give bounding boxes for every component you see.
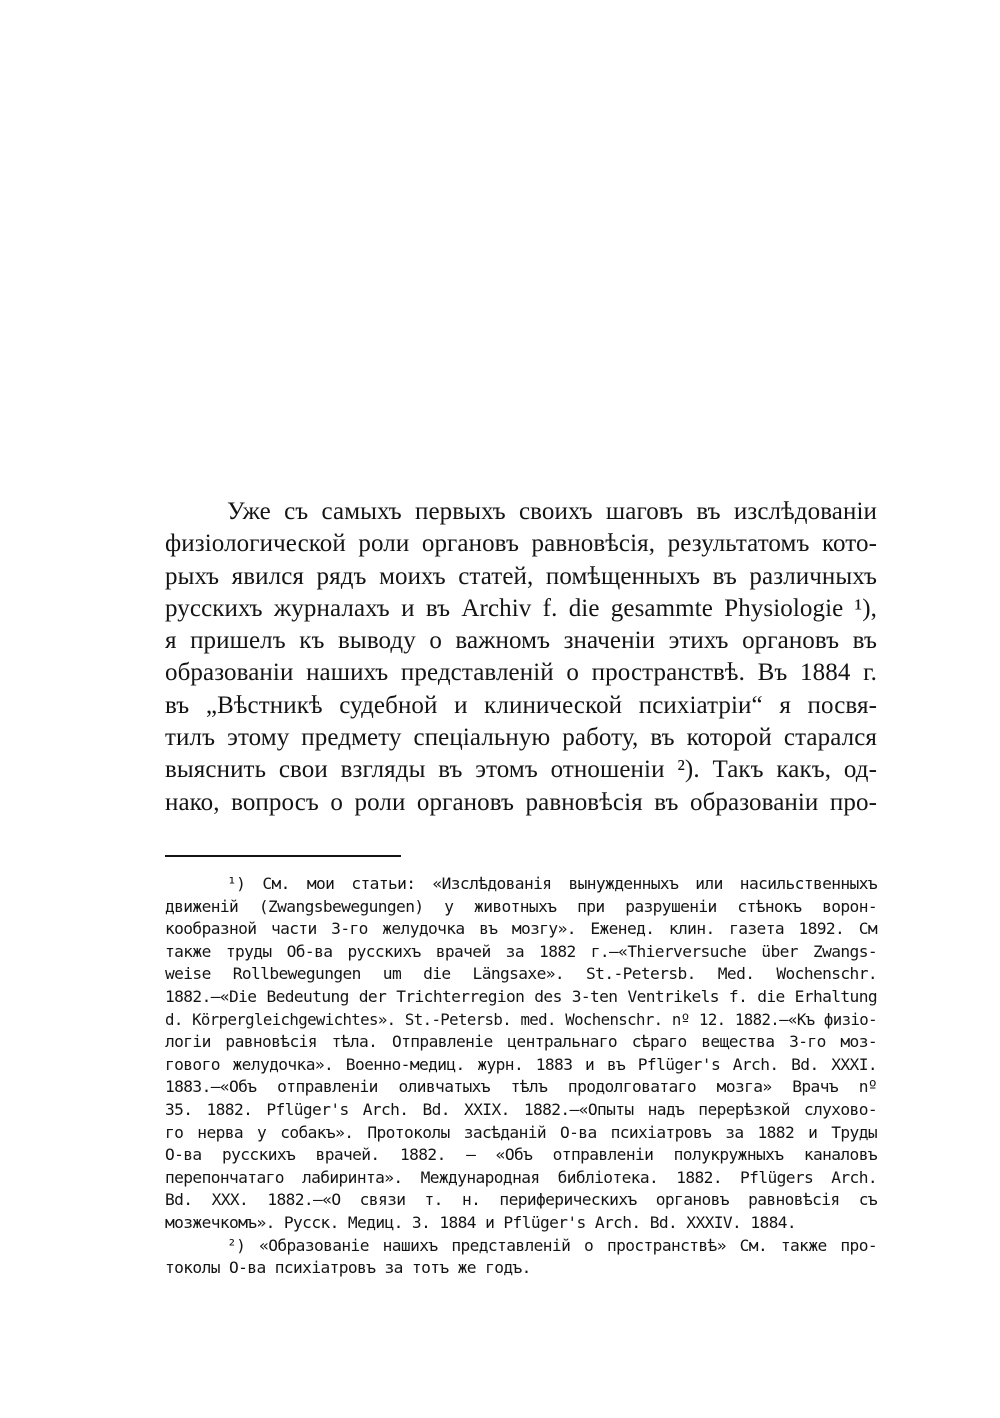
- paragraph-line: выяснить свои взгляды въ этомъ отношеніи ²). Такъ какъ, од-: [165, 756, 877, 784]
- footnote-1-line: d. Körpergleichgewichtes». St.-Petersb. med. Wochenschr. nº 12. 1882.—«Къ физіо-: [165, 1009, 877, 1029]
- footnote-1-line: кообразной части 3-го желудочка въ мозгу». Еженед. клин. газета 1892. См: [165, 919, 877, 939]
- footnote-1-line: О-ва русскихъ врачей. 1882. — «Объ отправленіи полукружныхъ каналовъ: [165, 1145, 877, 1165]
- footnote-2-line: ²) «Образованіе нашихъ представленій о пространствѣ» См. также про-: [227, 1235, 877, 1255]
- footnote-1-line: перепончатаго лабиринта». Международная библіотека. 1882. Pflügers Arch.: [165, 1167, 877, 1187]
- footnote-separator: [165, 855, 401, 857]
- paragraph-line: Уже съ самыхъ первыхъ своихъ шаговъ въ изслѣдованіи: [227, 498, 877, 525]
- footnote-1-line: weise Rollbewegungen um die Längsaxe». St.-Petersb. Med. Wochenschr.: [165, 964, 877, 984]
- footnote-1-line: 35. 1882. Pflüger's Arch. Bd. XXIX. 1882.—«Опыты надъ перерѣзкой слухово-: [165, 1099, 877, 1119]
- paragraph-line: физіологической роли органовъ равновѣсія, результатомъ кото-: [165, 530, 877, 558]
- footnote-1-line: ¹) См. мои статьи: «Изслѣдованія вынужденныхъ или насильственныхъ: [227, 874, 877, 893]
- footnotes: [165, 873, 877, 1280]
- footnote-1-line: логіи равновѣсія тѣла. Отправленіе центральнаго сѣраго вещества 3-го моз-: [165, 1032, 877, 1052]
- footnote-1-line: 1883.—«Объ отправленіи оливчатыхъ тѣлъ продолговатаго мозга» Врачъ nº: [165, 1077, 877, 1097]
- footnote-1-line: мозжечкомъ». Русск. Медиц. 3. 1884 и Pflüger's Arch. Bd. XXXIV. 1884.: [165, 1212, 797, 1232]
- paragraph-line: въ „Вѣстникѣ судебной и клинической психіатріи“ я посвя-: [165, 691, 877, 719]
- main-paragraph: [165, 496, 877, 819]
- footnote-2-line: токолы О-ва психіатровъ за тотъ же годъ.: [165, 1258, 531, 1278]
- footnote-1-line: го нерва у собакъ». Протоколы засѣданій О-ва психіатровъ за 1882 и Труды: [165, 1122, 877, 1142]
- footnote-1-line: также труды Об-ва русскихъ врачей за 1882 г.—«Thierversuche über Zwangs-: [165, 941, 877, 961]
- footnote-1-line: движеній (Zwangsbewegungen) у животныхъ при разрушеніи стѣнокъ ворон-: [165, 896, 877, 916]
- paragraph-line: рыхъ явился рядъ моихъ статей, помѣщенныхъ въ различныхъ: [165, 562, 877, 590]
- paragraph-line: образованіи нашихъ представленій о пространствѣ. Въ 1884 г.: [165, 659, 877, 687]
- paragraph-line: русскихъ журналахъ и въ Archiv f. die gesammte Physiologie ¹),: [165, 594, 877, 622]
- footnote-1-line: Bd. XXX. 1882.—«О связи т. н. периферическихъ органовъ равновѣсія съ: [165, 1190, 877, 1210]
- paragraph-line: тилъ этому предмету спеціальную работу, въ которой старался: [165, 724, 877, 752]
- footnote-1-line: гового желудочка». Военно-медиц. журн. 1883 и въ Pflüger's Arch. Bd. XXXI.: [165, 1054, 877, 1074]
- footnote-1-line: 1882.—«Die Bedeutung der Trichterregion des 3-ten Ventrikels f. die Erhaltung: [165, 986, 877, 1006]
- paragraph-line: нако, вопросъ о роли органовъ равновѣсія въ образованіи про-: [165, 788, 877, 816]
- paragraph-line: я пришелъ къ выводу о важномъ значеніи этихъ органовъ въ: [165, 627, 877, 655]
